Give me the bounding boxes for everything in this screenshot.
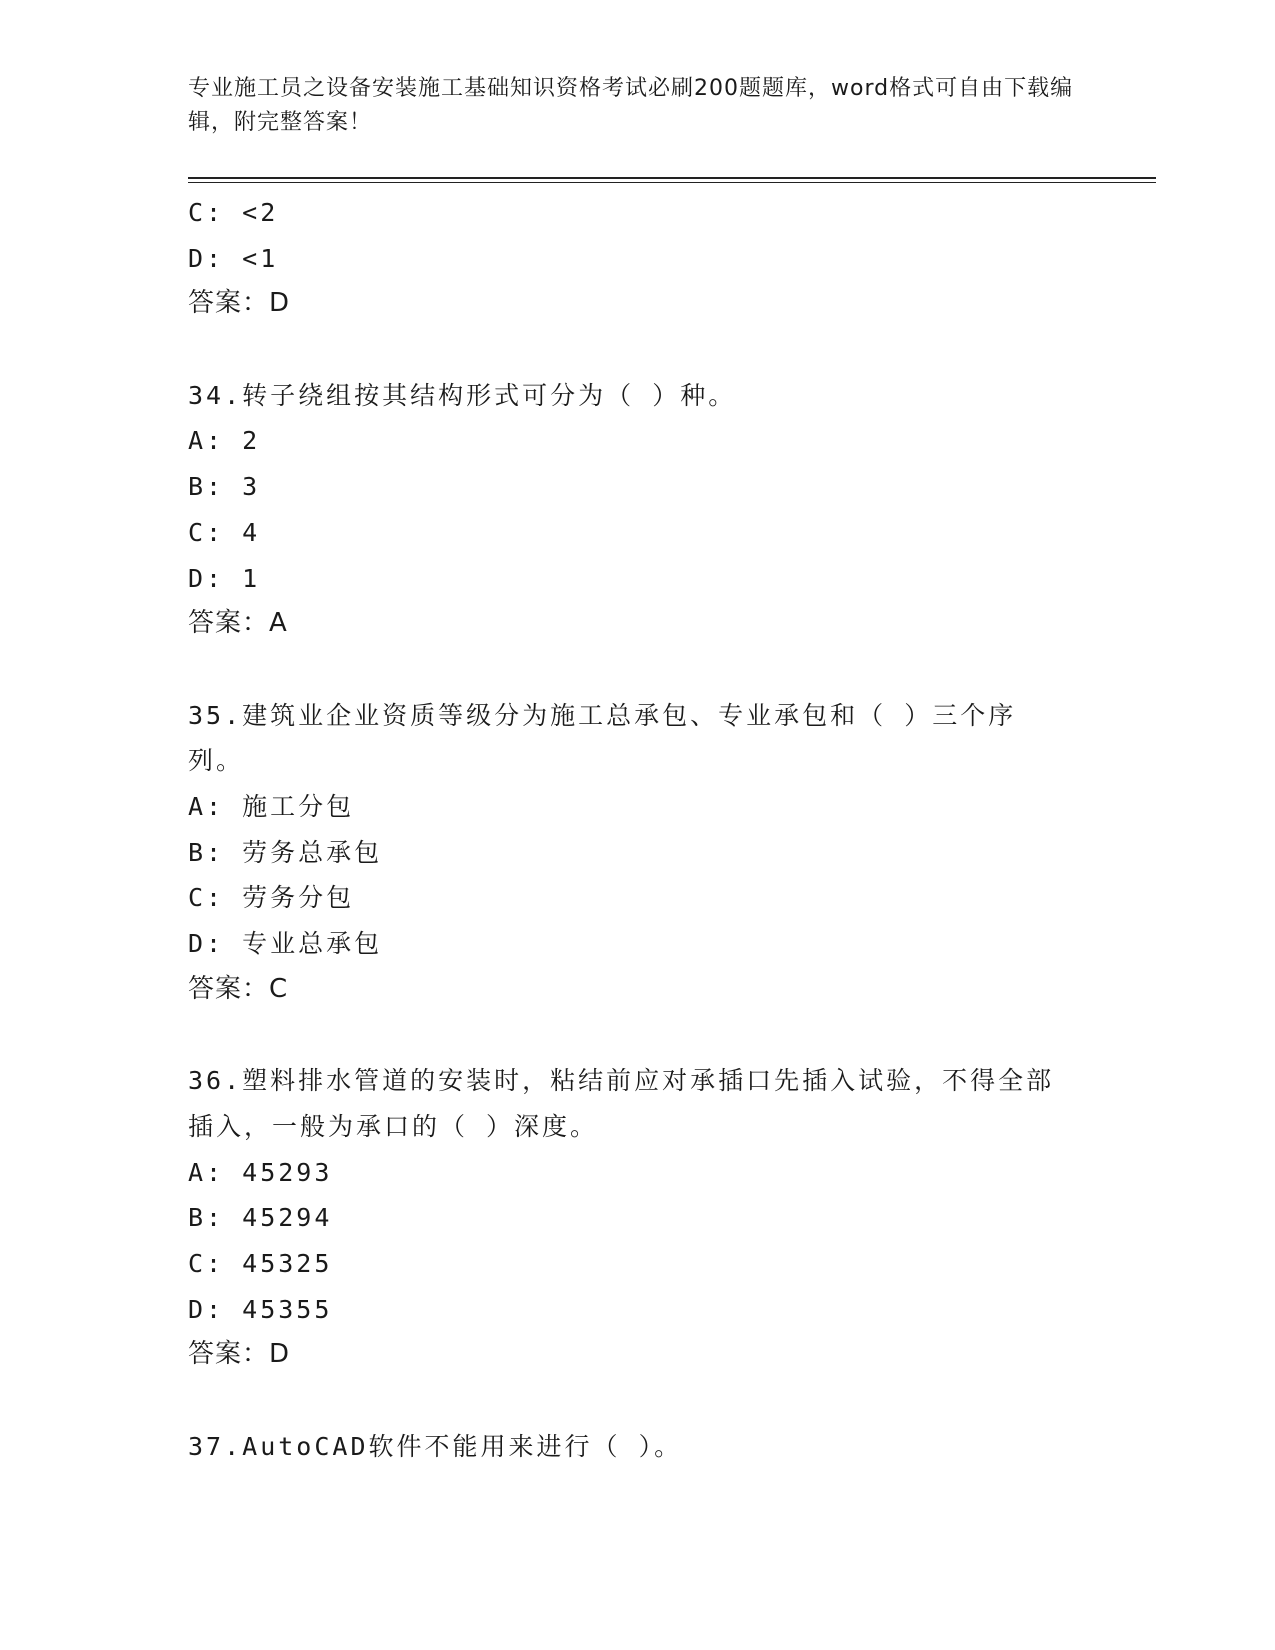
option-b: B: 劳务总承包 xyxy=(188,837,383,867)
question-text: 34.转子绕组按其结构形式可分为（ ）种。 xyxy=(188,380,737,410)
header-divider-thick xyxy=(188,177,1156,179)
option-d: D: 45355 xyxy=(188,1294,333,1324)
option-b: B: 45294 xyxy=(188,1203,333,1233)
option-c: C: 45325 xyxy=(188,1248,333,1278)
answer-line: 答案：D xyxy=(188,288,291,319)
question-text: 36.塑料排水管道的安装时，粘结前应对承插口先插入试验，不得全部插入，一般为承口的（ ）深度。 xyxy=(188,1066,1055,1141)
question-text: 37.AutoCAD软件不能用来进行（ ）。 xyxy=(188,1431,683,1461)
page-header-title: 专业施工员之设备安装施工基础知识资格考试必刷200题题库，word格式可自由下载编辑，附完整答案！ xyxy=(188,76,1074,135)
option-a: A: 45293 xyxy=(188,1157,333,1187)
answer-line: 答案：A xyxy=(188,608,288,639)
answer-line: 答案：C xyxy=(188,973,289,1004)
option-c: C: 劳务分包 xyxy=(188,883,355,913)
option-a: A: 施工分包 xyxy=(188,791,355,821)
option-c: C: <2 xyxy=(188,198,279,227)
option-d: D: 专业总承包 xyxy=(188,929,383,959)
answer-line: 答案：D xyxy=(188,1339,291,1370)
header-divider-thin xyxy=(188,182,1156,183)
question-text: 35.建筑业企业资质等级分为施工总承包、专业承包和（ ）三个序列。 xyxy=(188,700,1017,776)
option-c: C: 4 xyxy=(188,517,261,547)
question-content xyxy=(188,190,1088,1469)
option-a: A: 2 xyxy=(188,426,261,456)
option-b: B: 3 xyxy=(188,472,261,502)
option-d: D: 1 xyxy=(188,563,261,593)
option-d: D: <1 xyxy=(188,243,279,273)
